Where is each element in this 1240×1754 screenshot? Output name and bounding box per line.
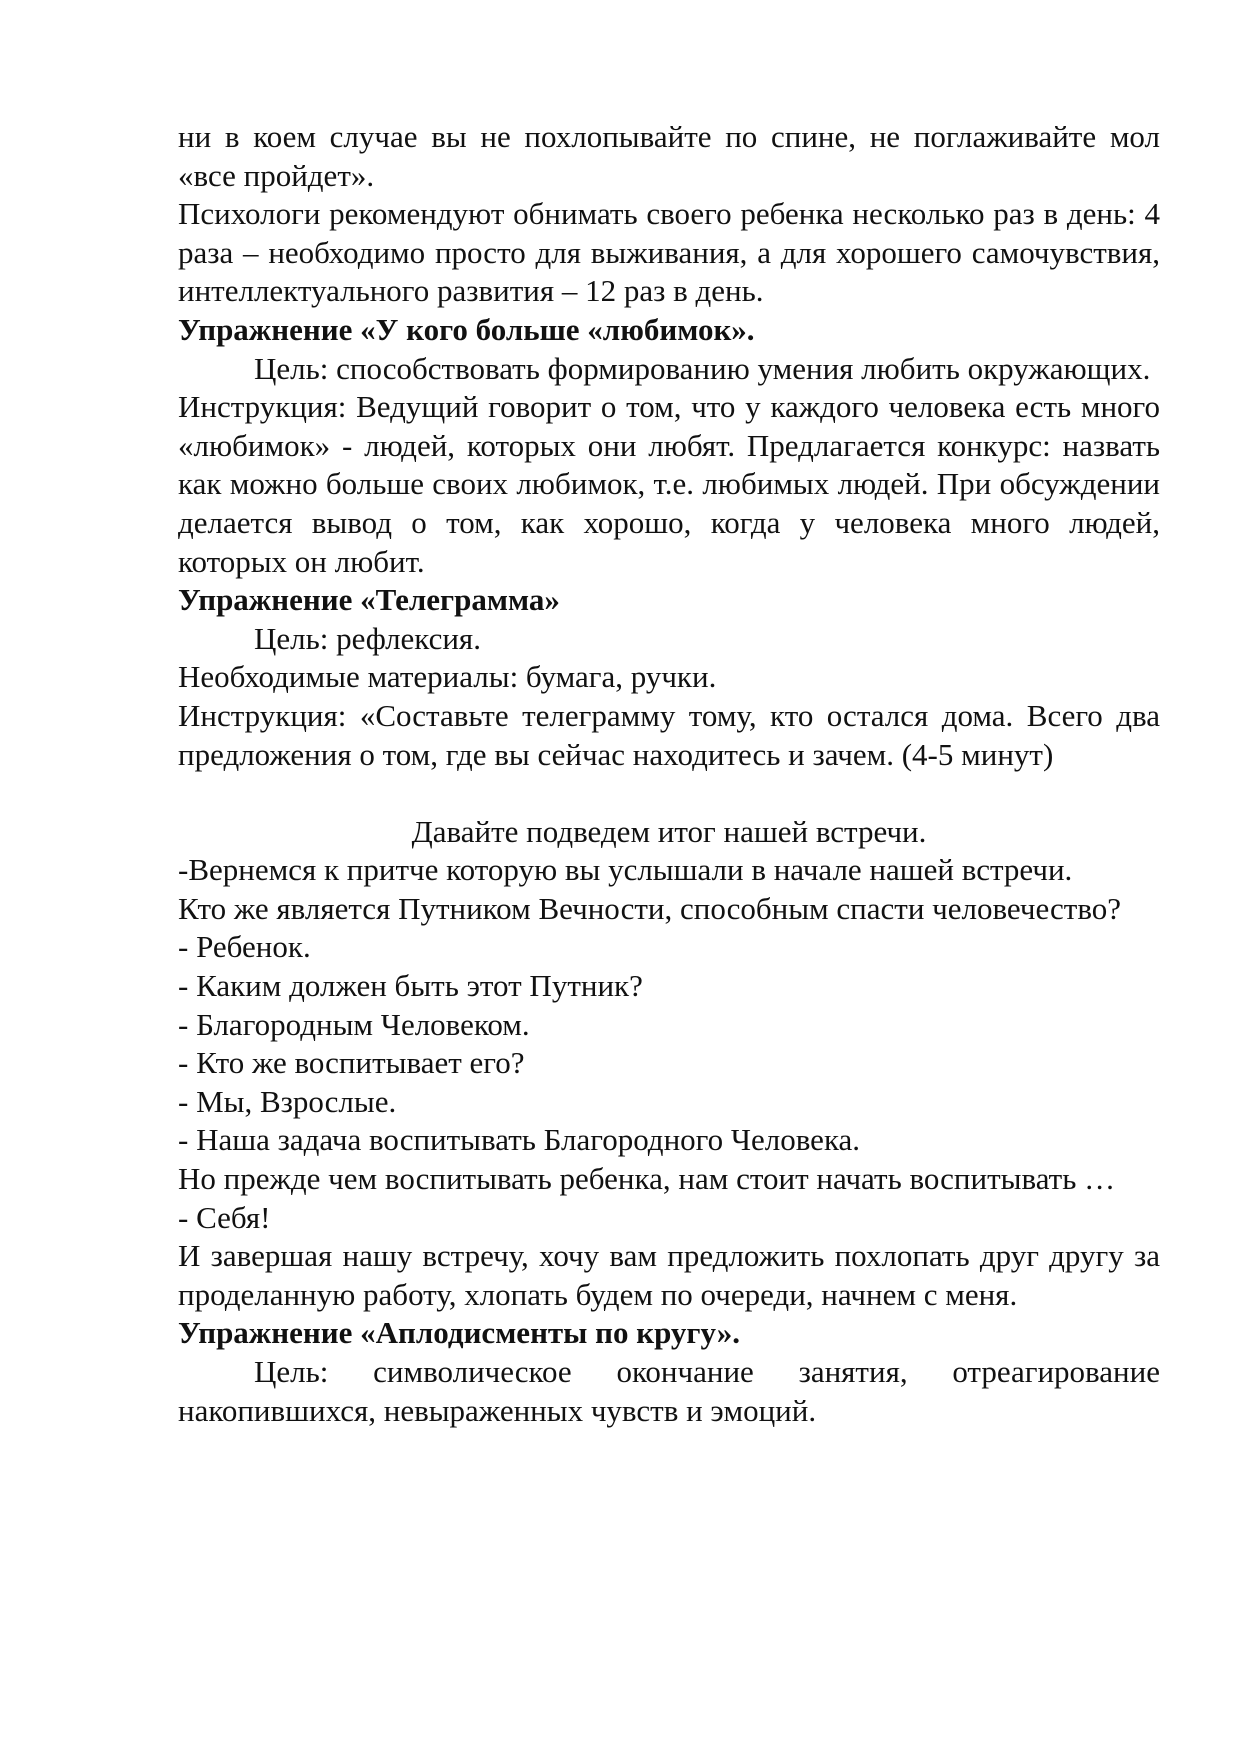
- summary-line: - Наша задача воспитывать Благородного Человека.: [178, 1122, 861, 1158]
- summary-line: И завершая нашу встречу, хочу вам предложить похлопать друг другу за проделанную работу, хлопать будем по очереди, начнем с меня.: [178, 1238, 1160, 1312]
- exercise-2-title: Упражнение «Телеграмма»: [178, 582, 560, 618]
- exercise-2-goal: Цель: рефлексия.: [254, 620, 481, 656]
- summary-line: - Мы, Взрослые.: [178, 1083, 397, 1119]
- paragraph-hugs: Психологи рекомендуют обнимать своего ребенка несколько раз в день: 4 раза – необходимо просто для выживания, а для хорошего самочувствия, интеллектуального развития – 12 раз в день.: [178, 196, 1160, 309]
- summary-line: -Вернемся к притче которую вы услышали в начале нашей встречи.: [178, 852, 1073, 888]
- summary-line: - Кто же воспитывает его?: [178, 1045, 525, 1081]
- summary-line: - Каким должен быть этот Путник?: [178, 968, 643, 1004]
- exercise-3-goal: Цель: символическое окончание занятия, отреагирование накопившихся, невыраженных чувств и эмоций.: [178, 1354, 1160, 1428]
- exercise-2-instruction: Инструкция: «Составьте телеграмму тому, кто остался дома. Всего два предложения о том, где вы сейчас находитесь и зачем. (4-5 минут): [178, 697, 1160, 772]
- exercise-1-goal: Цель: способствовать формированию умения любить окружающих.: [254, 350, 1151, 386]
- exercise-1-title: Упражнение «У кого больше «любимок».: [178, 311, 755, 347]
- paragraph-intro: ни в коем случае вы не похлопывайте по спине, не поглаживайте мол «все пройдет».: [178, 119, 1160, 193]
- exercise-3-title: Упражнение «Аплодисменты по кругу».: [178, 1315, 741, 1351]
- summary-line: Кто же является Путником Вечности, способным спасти человечество?: [178, 890, 1122, 926]
- summary-line: Но прежде чем воспитывать ребенка, нам стоит начать воспитывать …: [178, 1161, 1116, 1197]
- summary-line: - Благородным Человеком.: [178, 1006, 530, 1042]
- summary-heading: Давайте подведем итог нашей встречи.: [411, 813, 927, 849]
- document-page: [178, 118, 1160, 1430]
- exercise-2-materials: Необходимые материалы: бумага, ручки.: [178, 659, 717, 695]
- blank-line: [178, 774, 1160, 813]
- summary-line: - Ребенок.: [178, 929, 311, 965]
- summary-line: - Себя!: [178, 1199, 271, 1235]
- exercise-1-instruction: Инструкция: Ведущий говорит о том, что у каждого человека есть много «любимок» - людей, которых они любят. Предлагается конкурс: назвать как можно больше своих любимок, т.е. любимых людей. При обсуждении делается вывод о том, как хорошо, когда у человека много людей, которых он любит.: [178, 389, 1160, 579]
